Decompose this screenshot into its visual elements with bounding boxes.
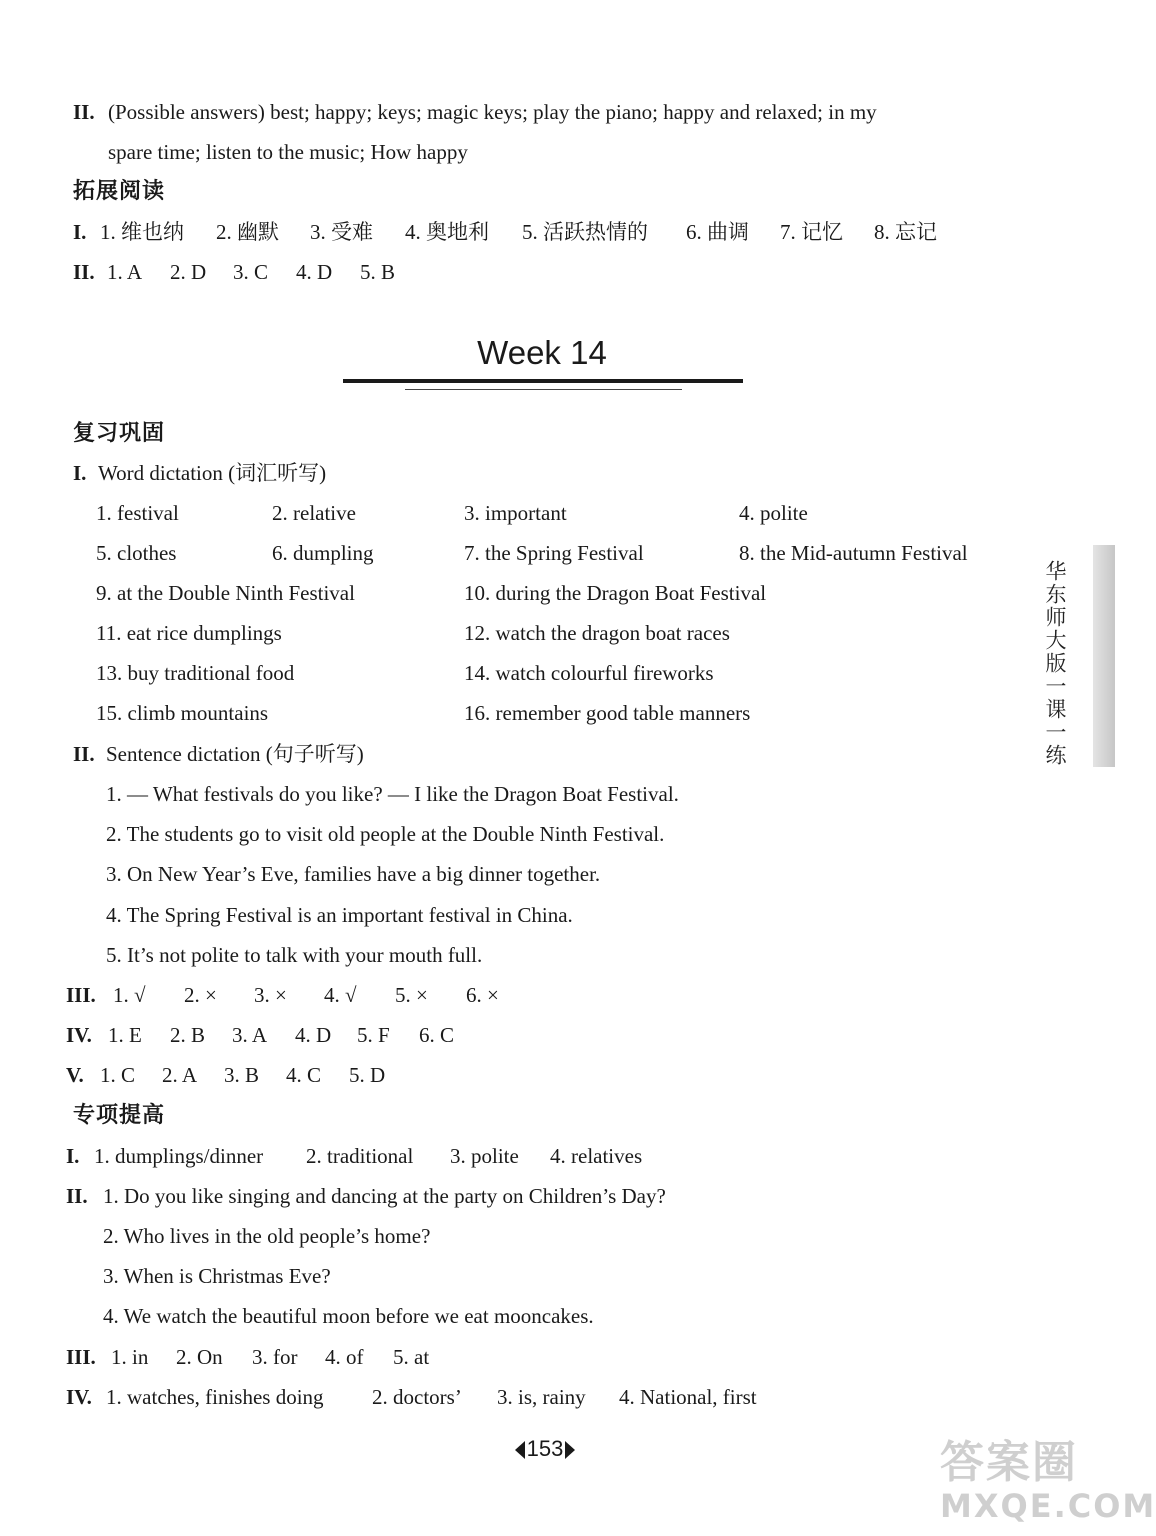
prep-item: 5. at bbox=[393, 1345, 430, 1369]
sentence-item: 4. The Spring Festival is an important festival in China. bbox=[106, 903, 573, 927]
rewrite-item: 2. Who lives in the old people’s home? bbox=[103, 1224, 431, 1248]
choice-item: 4. C bbox=[286, 1063, 322, 1087]
side-tab bbox=[1093, 545, 1115, 767]
prep-item: 3. for bbox=[252, 1345, 298, 1369]
review-i-label: I. bbox=[73, 461, 87, 485]
word-item: 13. buy traditional food bbox=[96, 661, 295, 685]
word-item: 14. watch colourful fireworks bbox=[464, 661, 714, 685]
top-ii-label: II. bbox=[73, 100, 95, 124]
fill-item: 1. dumplings/dinner bbox=[94, 1144, 264, 1168]
side-label: 华东师大版一课一练 bbox=[1043, 560, 1067, 767]
match-item: 2. B bbox=[170, 1023, 206, 1047]
tf-item: 3. × bbox=[254, 983, 287, 1007]
er-ii-item: 2. D bbox=[170, 260, 207, 284]
choice-item: 1. C bbox=[100, 1063, 136, 1087]
rewrite-item: 4. We watch the beautiful moon before we eat mooncakes. bbox=[103, 1304, 594, 1328]
choice-item: 2. A bbox=[162, 1063, 198, 1087]
sentence-item: 2. The students go to visit old people at the Double Ninth Festival. bbox=[106, 822, 665, 846]
review-v-label: V. bbox=[66, 1063, 84, 1087]
review-heading: 复习巩固 bbox=[73, 420, 166, 445]
tf-item: 6. × bbox=[466, 983, 499, 1007]
prep-item: 4. of bbox=[325, 1345, 364, 1369]
improve-ii-label: II. bbox=[66, 1184, 88, 1208]
er-i-item: 7. 记忆 bbox=[780, 220, 843, 244]
match-item: 5. F bbox=[357, 1023, 390, 1047]
improve-iii-label: III. bbox=[66, 1345, 96, 1369]
word-item: 9. at the Double Ninth Festival bbox=[96, 581, 355, 605]
watermark bbox=[940, 1437, 1156, 1530]
week-title: Week 14 bbox=[477, 334, 607, 371]
word-item: 7. the Spring Festival bbox=[464, 541, 644, 565]
match-item: 1. E bbox=[108, 1023, 142, 1047]
word-item: 5. clothes bbox=[96, 541, 177, 565]
match-item: 6. C bbox=[419, 1023, 455, 1047]
page-number bbox=[505, 1436, 585, 1462]
word-item: 1. festival bbox=[96, 501, 179, 525]
title-rule-thin bbox=[405, 389, 682, 390]
prep-item: 1. in bbox=[111, 1345, 149, 1369]
er-ii-item: 1. A bbox=[107, 260, 143, 284]
er-ii-item: 3. C bbox=[233, 260, 269, 284]
form-item: 2. doctors’ bbox=[372, 1385, 462, 1409]
match-item: 4. D bbox=[295, 1023, 332, 1047]
rewrite-item: 3. When is Christmas Eve? bbox=[103, 1264, 331, 1288]
review-iii-label: III. bbox=[66, 983, 96, 1007]
er-i-item: 2. 幽默 bbox=[216, 220, 279, 244]
review-ii-label: II. bbox=[73, 742, 95, 766]
improve-i-label: I. bbox=[66, 1144, 80, 1168]
word-item: 11. eat rice dumplings bbox=[96, 621, 282, 645]
word-item: 6. dumpling bbox=[272, 541, 374, 565]
er-i-item: 3. 受难 bbox=[310, 220, 373, 244]
review-iv-label: IV. bbox=[66, 1023, 92, 1047]
title-rule bbox=[343, 379, 743, 383]
tf-item: 1. √ bbox=[113, 983, 146, 1007]
fill-item: 4. relatives bbox=[550, 1144, 643, 1168]
review-i-title: Word dictation (词汇听写) bbox=[98, 461, 327, 485]
er-i-item: 6. 曲调 bbox=[686, 220, 749, 244]
fill-item: 2. traditional bbox=[306, 1144, 414, 1168]
sentence-item: 1. — What festivals do you like? — I like the Dragon Boat Festival. bbox=[106, 782, 679, 806]
extended-reading-heading: 拓展阅读 bbox=[73, 178, 166, 203]
word-item: 8. the Mid-autumn Festival bbox=[739, 541, 968, 565]
page-number-text: 153 bbox=[526, 1436, 564, 1461]
tf-item: 5. × bbox=[395, 983, 428, 1007]
rewrite-item: 1. Do you like singing and dancing at the party on Children’s Day? bbox=[103, 1184, 666, 1208]
choice-item: 3. B bbox=[224, 1063, 260, 1087]
improve-iv-label: IV. bbox=[66, 1385, 92, 1409]
word-item: 15. climb mountains bbox=[96, 701, 269, 725]
word-item: 16. remember good table manners bbox=[464, 701, 751, 725]
er-i-item: 4. 奥地利 bbox=[405, 220, 489, 244]
right-triangle-icon bbox=[565, 1441, 575, 1459]
er-ii-item: 4. D bbox=[296, 260, 333, 284]
er-i-item: 5. 活跃热情的 bbox=[522, 220, 648, 244]
fill-item: 3. polite bbox=[450, 1144, 519, 1168]
sentence-item: 5. It’s not polite to talk with your mouth full. bbox=[106, 943, 483, 967]
er-ii-item: 5. B bbox=[360, 260, 396, 284]
match-item: 3. A bbox=[232, 1023, 268, 1047]
er-ii-label: II. bbox=[73, 260, 95, 284]
er-i-item: 8. 忘记 bbox=[874, 220, 937, 244]
watermark-line1: 答案圈 bbox=[940, 1437, 1078, 1488]
er-i-item: 1. 维也纳 bbox=[100, 220, 184, 244]
tf-item: 4. √ bbox=[324, 983, 357, 1007]
word-item: 12. watch the dragon boat races bbox=[464, 621, 730, 645]
er-i-label: I. bbox=[73, 220, 87, 244]
form-item: 1. watches, finishes doing bbox=[106, 1385, 324, 1409]
word-item: 10. during the Dragon Boat Festival bbox=[464, 581, 767, 605]
improve-heading: 专项提高 bbox=[73, 1102, 166, 1127]
word-item: 2. relative bbox=[272, 501, 356, 525]
top-ii-line2: spare time; listen to the music; How happy bbox=[108, 140, 468, 164]
word-item: 4. polite bbox=[739, 501, 808, 525]
form-item: 3. is, rainy bbox=[497, 1385, 586, 1409]
form-item: 4. National, first bbox=[619, 1385, 757, 1409]
left-triangle-icon bbox=[515, 1441, 525, 1459]
review-ii-title: Sentence dictation (句子听写) bbox=[106, 742, 364, 766]
word-item: 3. important bbox=[464, 501, 567, 525]
sentence-item: 3. On New Year’s Eve, families have a big dinner together. bbox=[106, 862, 601, 886]
prep-item: 2. On bbox=[176, 1345, 223, 1369]
choice-item: 5. D bbox=[349, 1063, 386, 1087]
tf-item: 2. × bbox=[184, 983, 217, 1007]
watermark-line2: MXQE.COM bbox=[940, 1487, 1156, 1525]
top-ii-line1: (Possible answers) best; happy; keys; magic keys; play the piano; happy and relaxed; in my bbox=[108, 100, 877, 124]
